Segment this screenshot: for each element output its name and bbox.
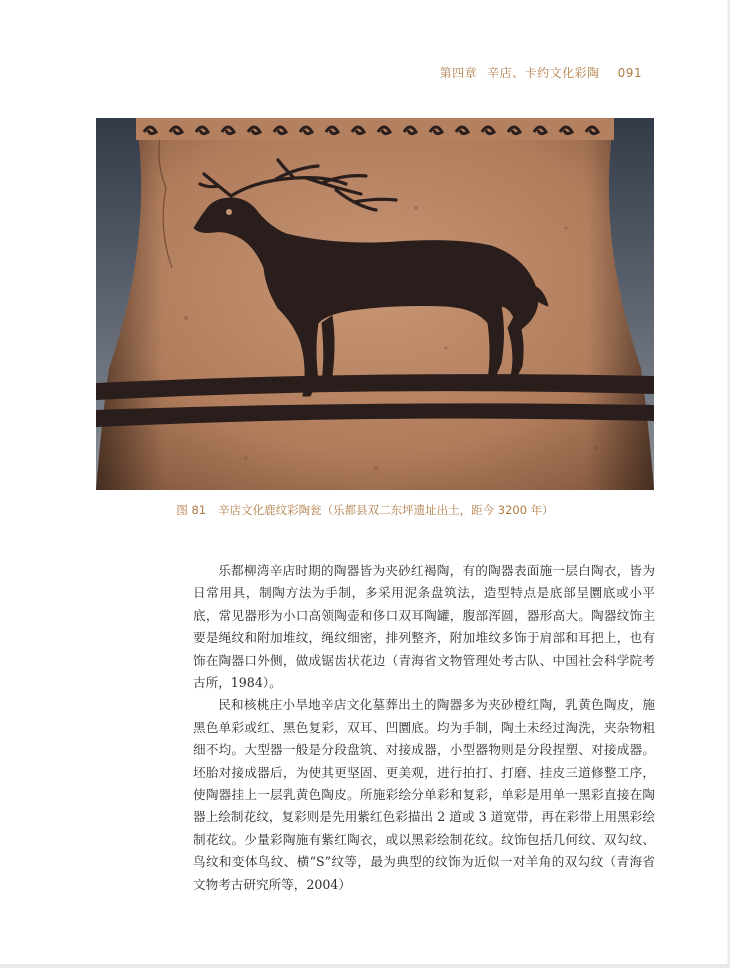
figure-label: 图 81 — [176, 503, 207, 517]
figure-photo — [96, 118, 654, 490]
chapter-number: 第四章 — [439, 66, 478, 80]
body-text — [193, 560, 655, 896]
figure-caption — [0, 502, 730, 518]
paragraph-1: 乐都柳湾辛店时期的陶器皆为夹砂红褐陶，有的陶器表面施一层白陶衣，皆为日常用具，制陶方法为手制，多采用泥条盘筑法，造型特点是底部呈圜底或小平底，常见器形为小口高领陶壶和侈口双耳陶罐，腹部浑圆，器形高大。陶器纹饰主要是绳纹和附加堆纹，绳纹细密，排列整齐，附加堆纹多饰于肩部和耳把上，也有饰在陶器口外侧，做成锯齿状花边（青海省文物管理处考古队、中国社会科学院考古所，1984）。 — [193, 563, 655, 691]
figure-caption-text: 辛店文化鹿纹彩陶瓮（乐都县双二东坪遗址出土，距今 3200 年） — [218, 503, 554, 517]
page-number: 091 — [617, 66, 642, 80]
running-head — [440, 64, 642, 81]
page-edge — [0, 964, 730, 968]
chapter-title: 辛店、卡约文化彩陶 — [487, 66, 600, 80]
paragraph-2: 民和核桃庄小旱地辛店文化墓葬出土的陶器多为夹砂橙红陶，乳黄色陶皮，施黑色单彩或红、黑色复彩，双耳、凹圜底。均为手制，陶土未经过淘洗，夹杂物粗细不均。大型器一般是分段盘筑、对接成器，小型器物则是分段捏塑、对接成器。坯胎对接成器后，为使其更坚固、更美观，进行拍打、打磨、挂皮三道修整工序，使陶器挂上一层乳黄色陶皮。所施彩绘分单彩和复彩，单彩是用单一黑彩直接在陶器上绘制花纹，复彩则是先用紫红色彩描出 2 道或 3 道宽带，再在彩带上用黑彩绘制花纹。少量彩陶施有紫红陶衣，或以黑彩绘制花纹。纹饰包括几何纹、双勾纹、鸟纹和变体鸟纹、横“S”纹等，最为典型的纹饰为近似一对羊角的双勾纹（青海省文物考古研究所等，2004） — [193, 697, 655, 892]
deer-pottery-photo — [96, 118, 654, 490]
